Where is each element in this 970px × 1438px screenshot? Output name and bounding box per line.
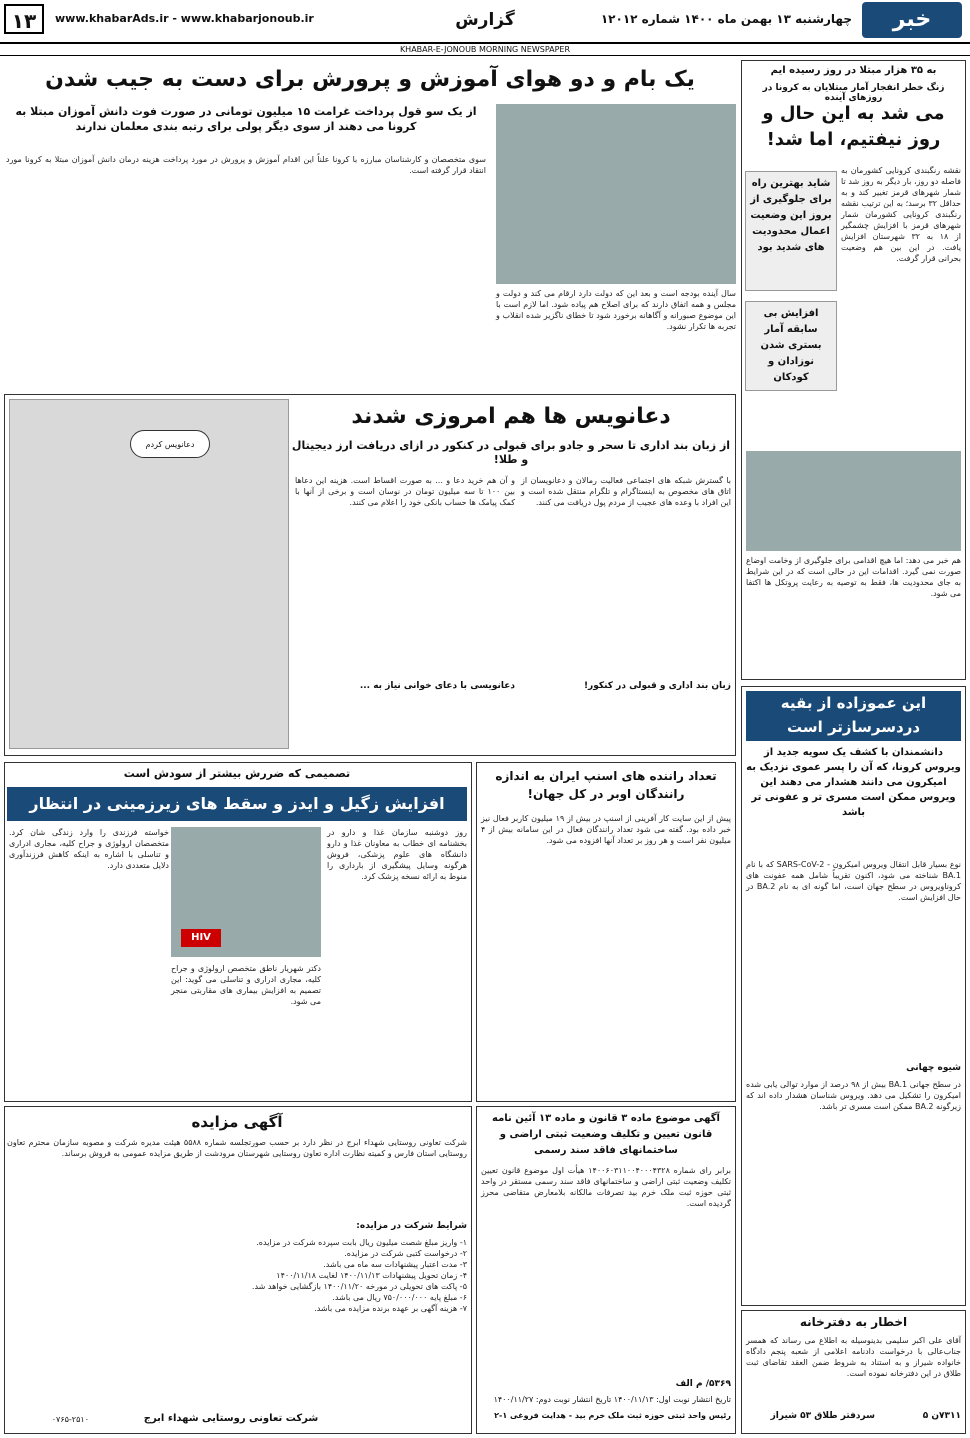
story-contraceptive-kicker: تصمیمی که ضررش بیشتر از سودش است (123, 767, 351, 780)
story-omicron-body: نوع بسیار قابل انتقال ویروس امیکرون - SARS-CoV-2 که با نام BA.1 شناخته می شود، اکنون تقریباً شامل همه عفونت های کروناویروس در سطح جهان است، اما گونه ای به نام BA.2 در حال افزایش است. (746, 860, 962, 902)
story-omicron (741, 686, 966, 1306)
notice-divorce-body: آقای علی اکبر سلیمی بدینوسیله به اطلاع می رساند که همسر جناب‌عالی با درخواست دادنامه اعلامی از شعبه پنجم دادگاه خانواده شیراز و به استناد به شروط ضمن العقد تقاضای ثبت طلاق در این دفترخانه نموده است. (746, 1336, 961, 1378)
right-story-body: نقشه رنگبندی کرونایی کشورمان به فاصله دو روز، بار دیگر به روز شد تا شمار شهرهای قرمز تغییر کند و به حداقل ۳۲ برسد؛ به این ترتیب نقشه رنگبندی کرونایی کشورمان شمار شهرهای قرمز با افزایش چشمگیر از ۱۸ به ۳۲ شهرستان افزایش یافت. در این بین هم وضعیت بحرانی قرار گرفت. (841, 166, 961, 263)
story-omicron-sub: شیوه چهانی (906, 1063, 961, 1073)
right-story-title: می شد به این حال و روز نیفتیم، اما شد! (762, 103, 945, 150)
cartoon-illustration (9, 399, 289, 749)
notice-registry-code: ۵۳۶۹/ م الف (675, 1379, 731, 1389)
story-omicron-title: این عموزاده از بقیه دردسرسازتر است (746, 691, 961, 741)
right-story-sidebar-1: شاید بهترین راه برای جلوگیری از بروز این وضعیت اعمال محدودیت های شدید بود (745, 171, 837, 291)
story-fortune-body: با گسترش شبکه های اجتماعی فعالیت رمالان و دعانویسان از اتاق های مخصوص به اینستاگرام و تلگرام منتقل شده است و این افراد با وعده های عجیب از مردم پول دریافت می کنند. (521, 476, 731, 507)
notice-registry (476, 1106, 736, 1434)
masthead-sites: www.khabarAds.ir - www.khabarjonoub.ir (55, 12, 314, 25)
notice-auction-body: شرکت تعاونی روستایی شهداء ابرج در نظر دارد بر حسب صورتجلسه شماره ۵۵۸۸ هیئت مدیره شرکت و مصوبه سازمان محترم تعاون روستایی استان فارس و کمیته نظارت اداره تعاون روستایی شهرستان مرودشت از طریق مزایده عمومی به فروش برساند. (7, 1138, 467, 1158)
story-snapp (476, 762, 736, 1102)
story-education (4, 60, 736, 390)
story-fortune-body2: و آن هم خرید دعا و ... به صورت اقساط است. هزینه این دعاها بین ۱۰۰ تا سه میلیون تومان در نوسان است و برخی از آنها با کمک پیامک ها حساب بانکی خود را اعلام می کنند. (295, 476, 515, 507)
cartoon-bubble: دعانویس کردم (130, 430, 210, 458)
condition-item: ۴- زمان تحویل پیشنهادات ۱۴۰۰/۱۱/۱۳ لغایت ۱۴۰۰/۱۱/۱۸ (276, 1271, 467, 1280)
story-education-deck: از یک سو قول پرداخت غرامت ۱۵ میلیون تومانی در صورت فوت دانش آموزان مبتلا به کرونا می دهند از سوی دیگر پولی برای رتبه بندی معلمان ندارند (15, 105, 477, 133)
right-story-kicker2: زنگ خطر انفجار آمار مبتلایان به کرونا در روزهای آینده (762, 83, 945, 103)
masthead-date: چهارشنبه ۱۳ بهمن ماه ۱۴۰۰ شماره ۱۲۰۱۲ (600, 12, 852, 26)
notice-auction-signature: شرکت تعاونی روستایی شهداء ابرج (143, 1413, 319, 1424)
story-fortune-sub2: دعانویسی با دعای خوانی نیاز به ... (359, 681, 515, 691)
story-snapp-title: تعداد راننده های اسنپ ایران به اندازه رانندگان اوبر در کل جهان! (495, 769, 717, 801)
story-omicron-body2: در سطح جهانی BA.1 بیش از ۹۸ درصد از موارد توالی یابی شده امیکرون را تشکیل می دهد. ویروس شناسان هشدار داده اند که زیرگونه BA.2 ممکن است مسری تر باشد. (746, 1080, 961, 1111)
condition-item: ۱- واریز مبلغ شصت میلیون ریال بابت سپرده شرکت در مزایده. (256, 1238, 467, 1247)
right-story-body2: هم خبر می دهد: اما هیچ اقدامی برای جلوگیری از وخامت اوضاع صورت نمی گیرد. اقدامات این در حالی است که در این شرایط به جای محدودیت ها، فقط به توصیه به رعایت پروتکل ها اکتفا می شود. (746, 556, 961, 598)
story-contraceptive-body: روز دوشنبه سازمان غذا و دارو در بخشنامه ای خطاب به معاونان غذا و دارو دانشگاه های علوم پزشکی، فروش هرگونه وسایل پیشگیری از بارداری را منوط به ارائه نسخه پزشک کرد. (327, 828, 467, 881)
story-contraceptive-body2: خواسته فرزندی را وارد زندگی شان کرد. متخصصان ارولوژی و جراح کلیه، مجاری ادراری و تناسلی با اشاره به اینکه کاهش فرزندآوری دلایل متعددی دارد. (9, 828, 169, 870)
section-title: گزارش (455, 10, 515, 30)
notice-divorce-code: ۷۳۱۱ن ۵ (922, 1411, 961, 1421)
masthead-logo: خبر جنوب (862, 2, 962, 38)
notice-divorce-signature: سردفتر طلاق ۵۳ شیراز (770, 1411, 875, 1421)
story-fortune-sub1: زبان بند اداری و قبولی در کنکور! (583, 681, 731, 691)
right-story-sidebar-2: افزایش بی سابقه آمار بستری شدن نوزادان و کودکان (745, 301, 837, 391)
masthead-subtitle: KHABAR-E-JONOUB MORNING NEWSPAPER (0, 42, 970, 56)
notice-auction-code: ۰۷۶۵-۲۵۱۰ (51, 1415, 89, 1424)
condition-item: ۷- هزینه آگهی بر عهده برنده مزایده می باشد. (314, 1304, 467, 1313)
notice-auction-conditions (7, 1237, 467, 1397)
notice-registry-signature: رئیس واحد ثبتی حوزه ثبت ملک خرم بید - هدایت فروغی ۱-۲ (494, 1411, 731, 1420)
right-story (741, 60, 966, 680)
story-fortune-deck: از زبان بند اداری تا سحر و جادو برای قبولی در کنکور در ازای دریافت ارز دیجیتال و طلا! (291, 439, 731, 466)
story-contraceptive-title: افزایش زگیل و ایدز و سقط های زیرزمینی در انتظار (7, 787, 467, 821)
story-fortune-title: دعانویس ها هم امروزی شدند (351, 404, 671, 429)
story-education-title: یک بام و دو هوای آموزش و پرورش برای دست به جیب شدن (45, 67, 695, 92)
notice-registry-dates: تاریخ انتشار نوبت اول: ۱۴۰۰/۱۱/۱۳ تاریخ انتشار نوبت دوم: ۱۴۰۰/۱۱/۲۷ (493, 1395, 731, 1404)
hiv-badge: HIV (181, 929, 221, 947)
condition-item: ۳- مدت اعتبار پیشنهادات سه ماه می باشد. (323, 1260, 467, 1269)
story-fortune (4, 394, 736, 756)
condition-item: ۵- پاکت های تحویلی در مورخه ۱۴۰۰/۱۱/۲۰ بازگشایی خواهد شد. (251, 1282, 467, 1291)
notice-divorce (741, 1310, 966, 1434)
notice-registry-title: آگهی موضوع ماده ۳ قانون و ماده ۱۳ آئین نامه قانون تعیین و تکلیف وضعیت ثبتی اراضی و ساختمانهای فاقد سند رسمی (492, 1113, 720, 1156)
story-snapp-body: پیش از این سایت کار آفرینی از اسنپ در بیش از ۱۹ میلیون کاربر فعال نیز خبر داده بود. گفته می شود تعداد رانندگان فعال در این سامانه بیش از ۴ میلیون نفر است و هر روز بر تعداد آنها افزوده می شود. (481, 814, 732, 845)
notice-auction-conditions-title: شرایط شرکت در مزایده: (356, 1221, 467, 1231)
right-story-kicker: به ۳۵ هزار مبتلا در روز رسیده ایم (770, 65, 937, 76)
story-contraceptive-body3: دکتر شهریار ناطق متخصص ارولوژی و جراح کلیه، مجاری ادراری و تناسلی می گوید: این تصمیم به افزایش بیماری های مقاربتی منجر می شود. (171, 964, 321, 1006)
story-omicron-deck: دانشمندان با کشف یک سویه جدید از ویروس کرونا، که آن را پسر عموی نزدیک به امیکرون می دانند هشدار می دهند این ویروس ممکن است مسری تر و عفونی تر باشد (746, 747, 961, 818)
classroom-photo (496, 104, 736, 284)
notice-divorce-title: اخطار به دفترخانه (799, 1315, 908, 1329)
story-contraceptive (4, 762, 472, 1102)
notice-auction (4, 1106, 472, 1434)
notice-auction-title: آگهی مزایده (191, 1113, 283, 1131)
condition-item: ۲- درخواست کتبی شرکت در مزایده. (344, 1249, 467, 1258)
notice-registry-body: برابر رای شماره ۱۴۰۰۶۰۳۱۱۰۰۴۰۰۰۴۳۲۸ هیأت اول موضوع قانون تعیین تکلیف وضعیت ثبتی اراضی و ساختمانهای فاقد سند رسمی مستقر در واحد ثبتی حوزه ثبت ملک خرم بید تصرفات مالکانه بلامعارض متقاضی محرز گردیده است. (481, 1166, 731, 1208)
condition-item: ۶- مبلغ پایه ۷۵۰/۰۰۰/۰۰۰ ریال می باشد. (332, 1293, 467, 1302)
hospital-photo (746, 451, 961, 551)
story-education-body: سال آینده بودجه است و بعد این که دولت دارد ارقام می کند و دولت و مجلس و همه اتفاق دارند که برای اصلاح هم پیاده شود. اما لازم است با این موضوع صبورانه و آگاهانه برخورد شود تا خطای ناگزیر شده انقلاب و تجربه ها تکرار نشود. (496, 289, 736, 331)
page-number: ۱۳ (4, 4, 44, 34)
story-education-body2: سوی متخصصان و کارشناسان مبارزه با کرونا علناً این اقدام آموزش و پرورش در مورد پرداخت هزینه درمان دانش آموزان مبتلا به کرونا مورد انتقاد قرار گرفته است. (6, 155, 486, 175)
sonogram-photo (171, 827, 321, 957)
